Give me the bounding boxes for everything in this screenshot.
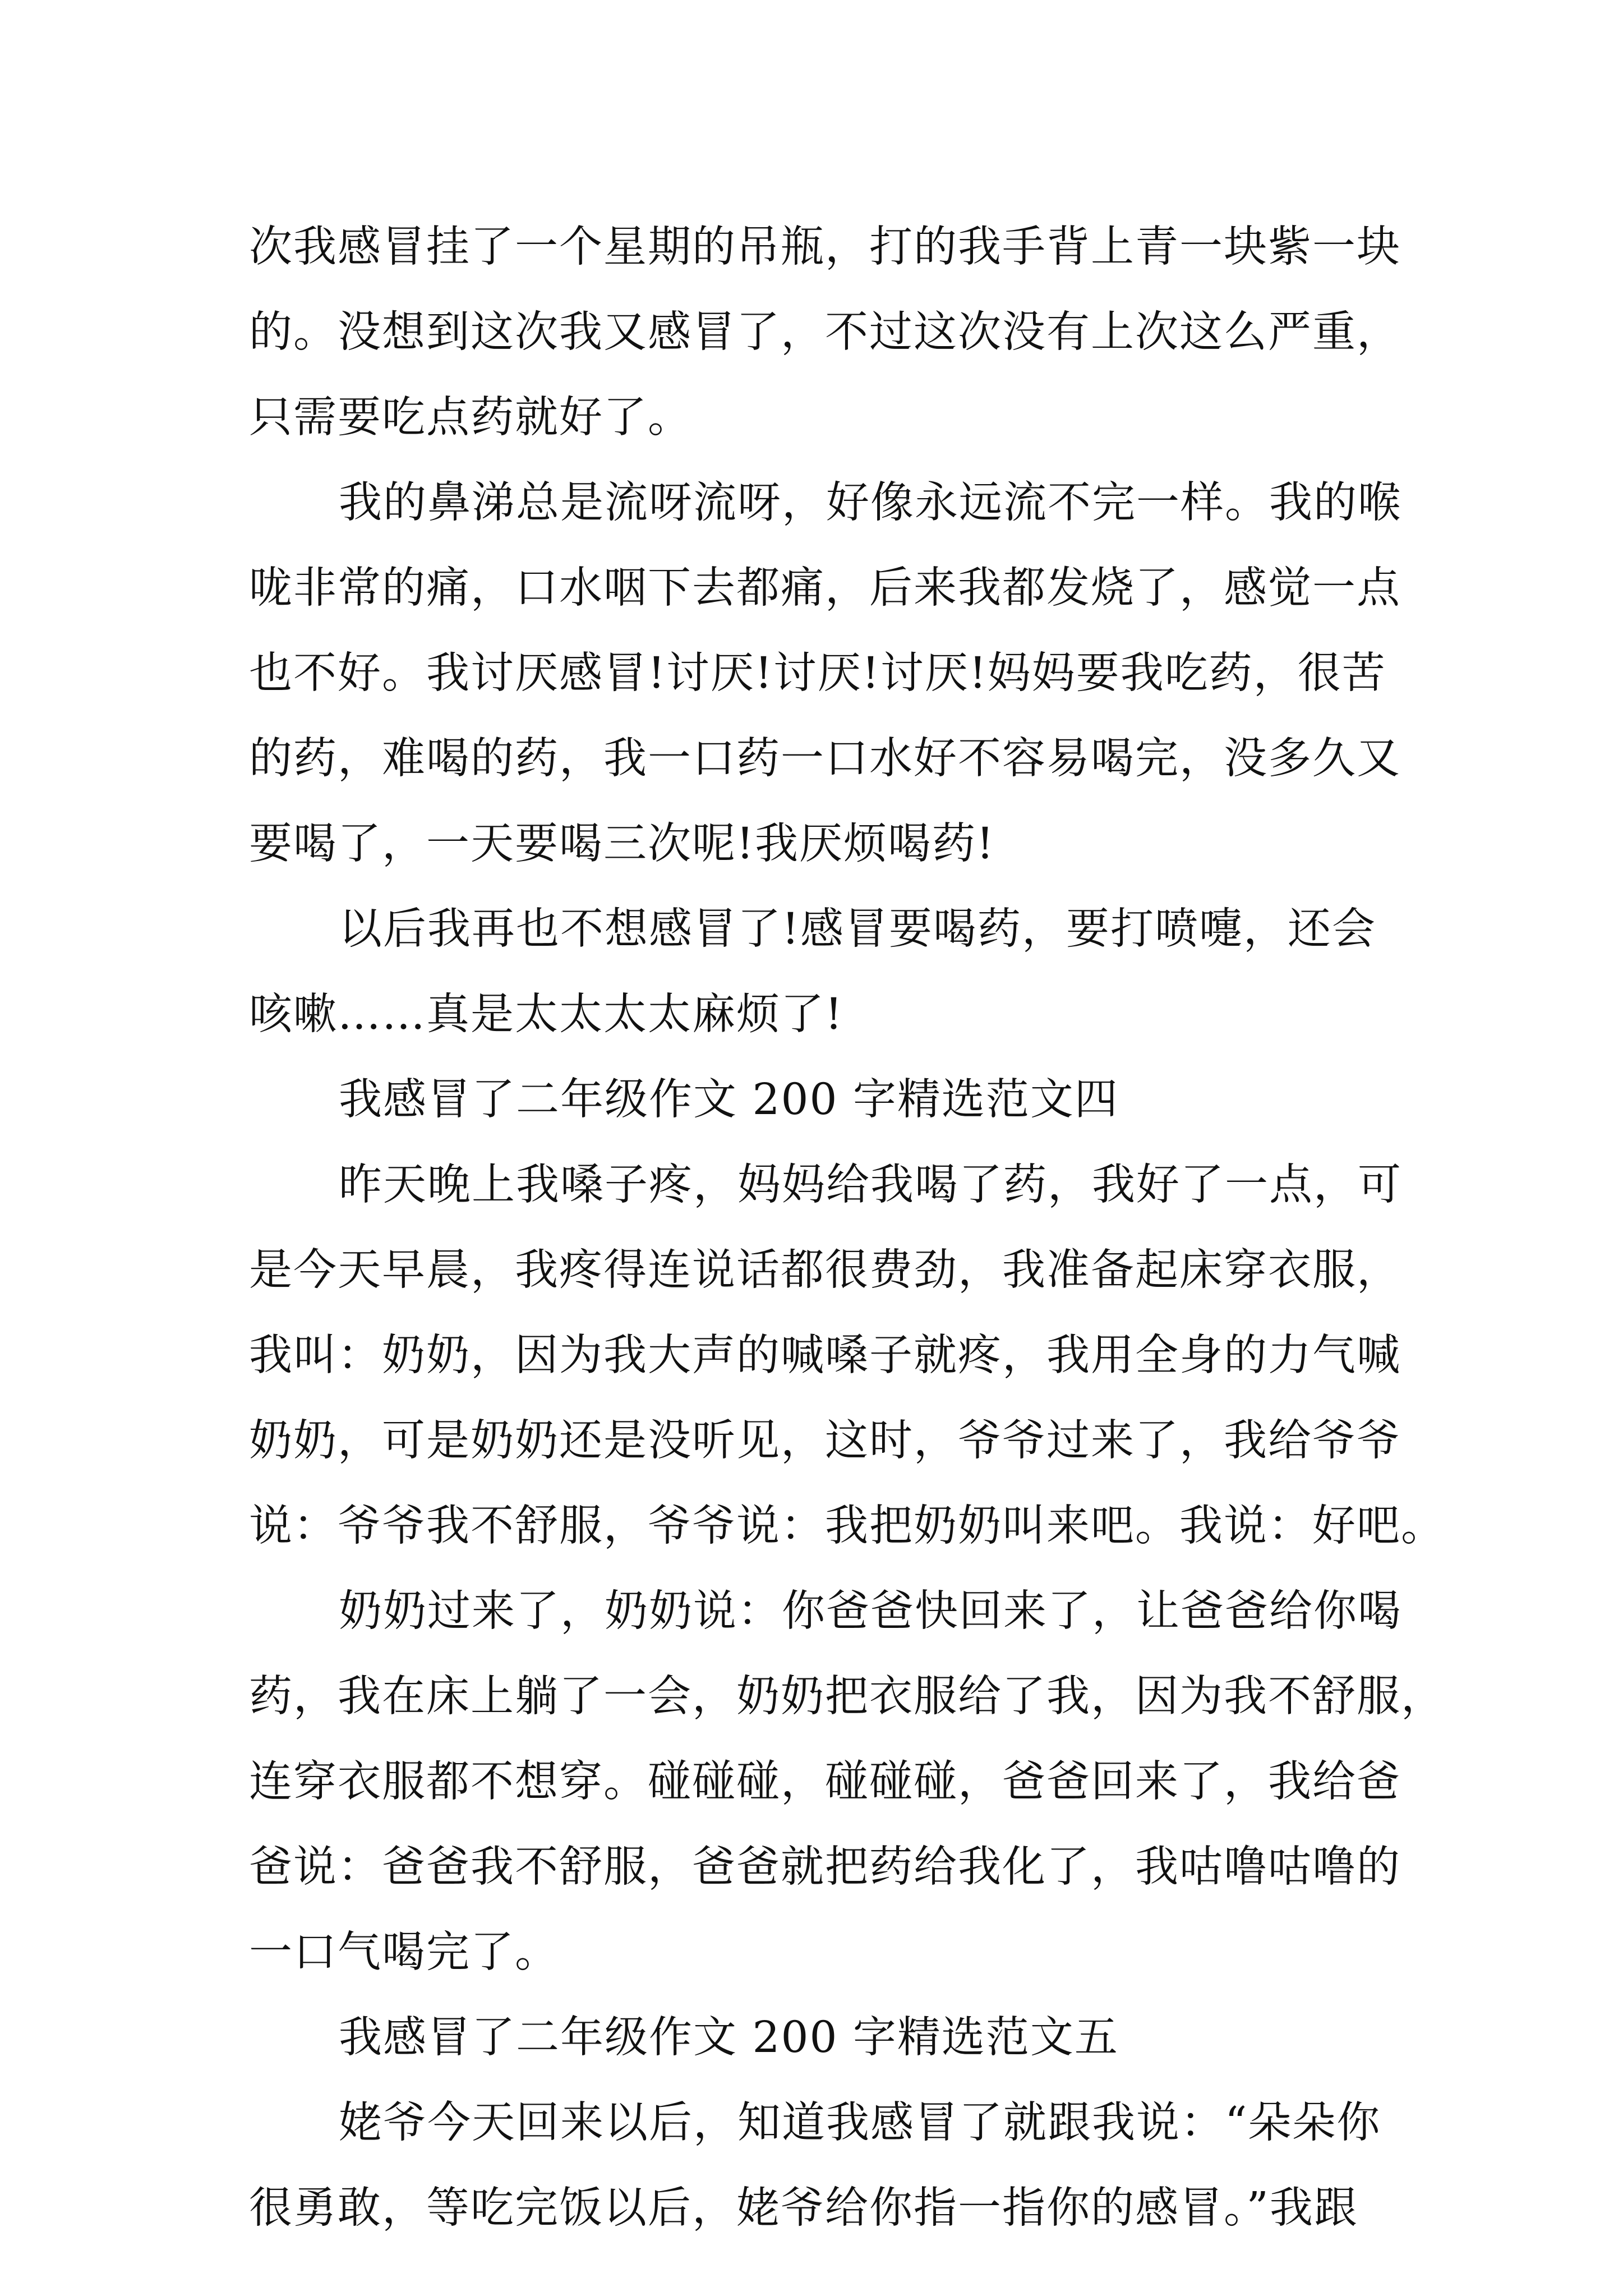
text-line: 只需要吃点药就好了。	[249, 393, 692, 443]
text-line: 我感冒了二年级作文 200 字精选范文四	[339, 1075, 1119, 1125]
text-line: 咙非常的痛，口水咽下去都痛，后来我都发烧了，感觉一点	[249, 563, 1401, 613]
text-line: 药，我在床上躺了一会，奶奶把衣服给了我，因为我不舒服，	[249, 1672, 1445, 1722]
text-line: 我的鼻涕总是流呀流呀，好像永远流不完一样。我的喉	[339, 478, 1402, 528]
text-line: 以后我再也不想感冒了!感冒要喝药，要打喷嚏，还会	[339, 904, 1376, 954]
text-line: 昨天晚上我嗓子疼，妈妈给我喝了药，我好了一点，可	[339, 1160, 1402, 1210]
text-line: 我叫：奶奶，因为我大声的喊嗓子就疼，我用全身的力气喊	[249, 1331, 1401, 1381]
text-line: 姥爷今天回来以后，知道我感冒了就跟我说：“朵朵你	[339, 2098, 1381, 2148]
text-line: 的药，难喝的药，我一口药一口水好不容易喝完，没多久又	[249, 734, 1401, 784]
text-line: 奶奶过来了，奶奶说：你爸爸快回来了，让爸爸给你喝	[339, 1586, 1402, 1636]
document-body	[249, 205, 1445, 2251]
text-line: 次我感冒挂了一个星期的吊瓶，打的我手背上青一块紫一块	[249, 222, 1401, 272]
text-line: 的。没想到这次我又感冒了，不过这次没有上次这么严重，	[249, 307, 1401, 357]
text-line: 咳嗽……真是太太太太麻烦了!	[249, 990, 843, 1039]
text-line: 连穿衣服都不想穿。碰碰碰，碰碰碰，爸爸回来了，我给爸	[249, 1757, 1401, 1807]
text-line: 爸说：爸爸我不舒服，爸爸就把药给我化了，我咕噜咕噜的	[249, 1842, 1401, 1892]
text-line: 要喝了，一天要喝三次呢!我厌烦喝药!	[249, 819, 995, 869]
text-line: 也不好。我讨厌感冒!讨厌!讨厌!讨厌!妈妈要我吃药，很苦	[249, 648, 1386, 698]
text-line: 是今天早晨，我疼得连说话都很费劲，我准备起床穿衣服，	[249, 1245, 1401, 1295]
text-line: 一口气喝完了。	[249, 1927, 559, 1977]
text-line: 奶奶，可是奶奶还是没听见，这时，爷爷过来了，我给爷爷	[249, 1416, 1401, 1466]
text-line: 很勇敢，等吃完饭以后，姥爷给你指一指你的感冒。”我跟	[249, 2183, 1358, 2233]
text-line: 我感冒了二年级作文 200 字精选范文五	[339, 2013, 1119, 2063]
text-line: 说：爷爷我不舒服，爷爷说：我把奶奶叫来吧。我说：好吧。	[249, 1501, 1445, 1551]
